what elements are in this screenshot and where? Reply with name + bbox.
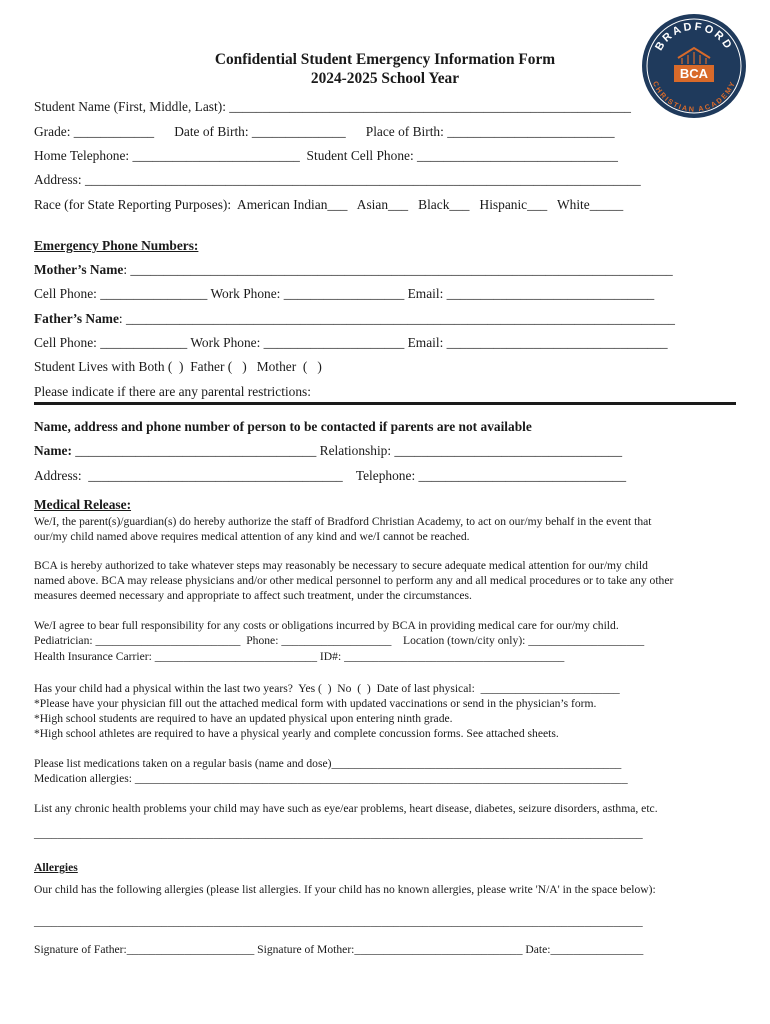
emergency-heading: Emergency Phone Numbers: — [34, 238, 199, 253]
high-school-physical-note: *High school students are required to have an updated physical upon entering ninth grade. — [34, 712, 453, 725]
father-name-label: Father’s Name — [34, 311, 119, 326]
grade-dob-birthplace-fields[interactable]: Grade: ____________ Date of Birth: ______________ Place of Birth: _________________________ — [34, 124, 615, 139]
form-title: Confidential Student Emergency Information Form — [214, 51, 556, 68]
allergies-heading: Allergies — [34, 861, 78, 874]
father-name-field[interactable]: Father’s Name: __________________________________________________________________________________ — [34, 311, 675, 326]
section-divider — [34, 402, 736, 405]
race-field[interactable]: Race (for State Reporting Purposes): American Indian___ Asian___ Black___ Hispanic___ White_____ — [34, 197, 624, 212]
bca-authorization-text: BCA is hereby authorized to take whatever steps may reasonably be necessary to secure adequate medical attention for our/my child — [34, 559, 648, 572]
medications-field[interactable]: Please list medications taken on a regular basis (name and dose)__________________________________________________ — [34, 757, 622, 770]
insurance-fields[interactable]: Health Insurance Carrier: ____________________________ ID#: ______________________________________ — [34, 650, 565, 663]
alternate-contact-heading: Name, address and phone number of person to be contacted if parents are not available — [34, 419, 532, 434]
mother-name-field[interactable]: Mother’s Name: _________________________________________________________________________________ — [34, 262, 673, 277]
logo-arc-bottom-text: CHRISTIAN ACADEMY — [650, 79, 738, 114]
logo-arc-top-text: BRADFORD — [653, 20, 735, 53]
parental-restrictions-field[interactable]: Please indicate if there are any parental restrictions: — [34, 384, 311, 399]
allergies-prompt: Our child has the following allergies (please list allergies. If your child has no known allergies, please write 'N/A' in the space below): — [34, 883, 656, 896]
bca-authorization-text: measures deemed necessary and appropriate to affect such treatment, under the circumstances. — [34, 589, 472, 602]
physician-form-note: *Please have your physician fill out the attached medical form with updated vaccinations or send in the physician’s form. — [34, 697, 597, 710]
telephone-fields[interactable]: Home Telephone: _________________________ Student Cell Phone: ______________________________ — [34, 148, 618, 163]
medication-allergies-field[interactable]: Medication allergies: _____________________________________________________________________________________ — [34, 772, 628, 785]
school-year: 2024-2025 School Year — [310, 70, 460, 87]
alternate-contact-name-field[interactable]: Name: ____________________________________ Relationship: __________________________________ — [34, 443, 623, 458]
mother-contact-fields[interactable]: Cell Phone: ________________ Work Phone: __________________ Email: _______________________________ — [34, 286, 655, 301]
student-lives-with-field[interactable]: Student Lives with Both ( ) Father ( ) Mother ( ) — [34, 359, 322, 374]
medical-release-text: We/I, the parent(s)/guardian(s) do hereby authorize the staff of Bradford Christian Academy, to act on our/my behalf in the event that — [34, 515, 652, 528]
mother-name-label: Mother’s Name — [34, 262, 124, 277]
father-contact-fields[interactable]: Cell Phone: _____________ Work Phone: _____________________ Email: _________________________________ — [34, 335, 668, 350]
chronic-health-prompt: List any chronic health problems your child may have such as eye/ear problems, heart disease, diabetes, seizure disorders, asthma, etc. — [34, 802, 658, 815]
allergies-field[interactable]: _________________________________________________________________________________________________________ — [34, 915, 643, 928]
signature-fields[interactable]: Signature of Father:______________________ Signature of Mother:_____________________________ Date:________________ — [34, 943, 644, 956]
medical-release-text: our/my child named above requires medical attention of any kind and we/I cannot be reached. — [34, 530, 470, 543]
physical-exam-field[interactable]: Has your child had a physical within the last two years? Yes ( ) No ( ) Date of last physical: ________________________ — [34, 682, 620, 695]
address-field[interactable]: Address: ___________________________________________________________________________________ — [34, 172, 641, 187]
chronic-health-field[interactable]: _________________________________________________________________________________________________________ — [34, 827, 643, 840]
medical-release-heading: Medical Release: — [34, 497, 132, 512]
logo-initials: BCA — [679, 66, 709, 81]
bca-authorization-text: named above. BCA may release physicians and/or other medical personnel to perform any and all medical procedures or to take any other — [34, 574, 674, 587]
responsibility-text: We/I agree to bear full responsibility for any costs or obligations incurred by BCA in providing medical care for our/my child. — [34, 619, 619, 632]
alternate-contact-name-label: Name: — [34, 443, 72, 458]
student-name-field[interactable]: Student Name (First, Middle, Last): ____________________________________________________________ — [34, 99, 631, 114]
alternate-contact-address-field[interactable]: Address: ______________________________________ Telephone: _______________________________ — [34, 468, 627, 483]
pediatrician-fields[interactable]: Pediatrician: _________________________ Phone: ___________________ Location (town/city only): ____________________ — [34, 634, 645, 647]
athletes-physical-note: *High school athletes are required to have a physical yearly and complete concussion forms. See attached sheets. — [34, 727, 559, 740]
